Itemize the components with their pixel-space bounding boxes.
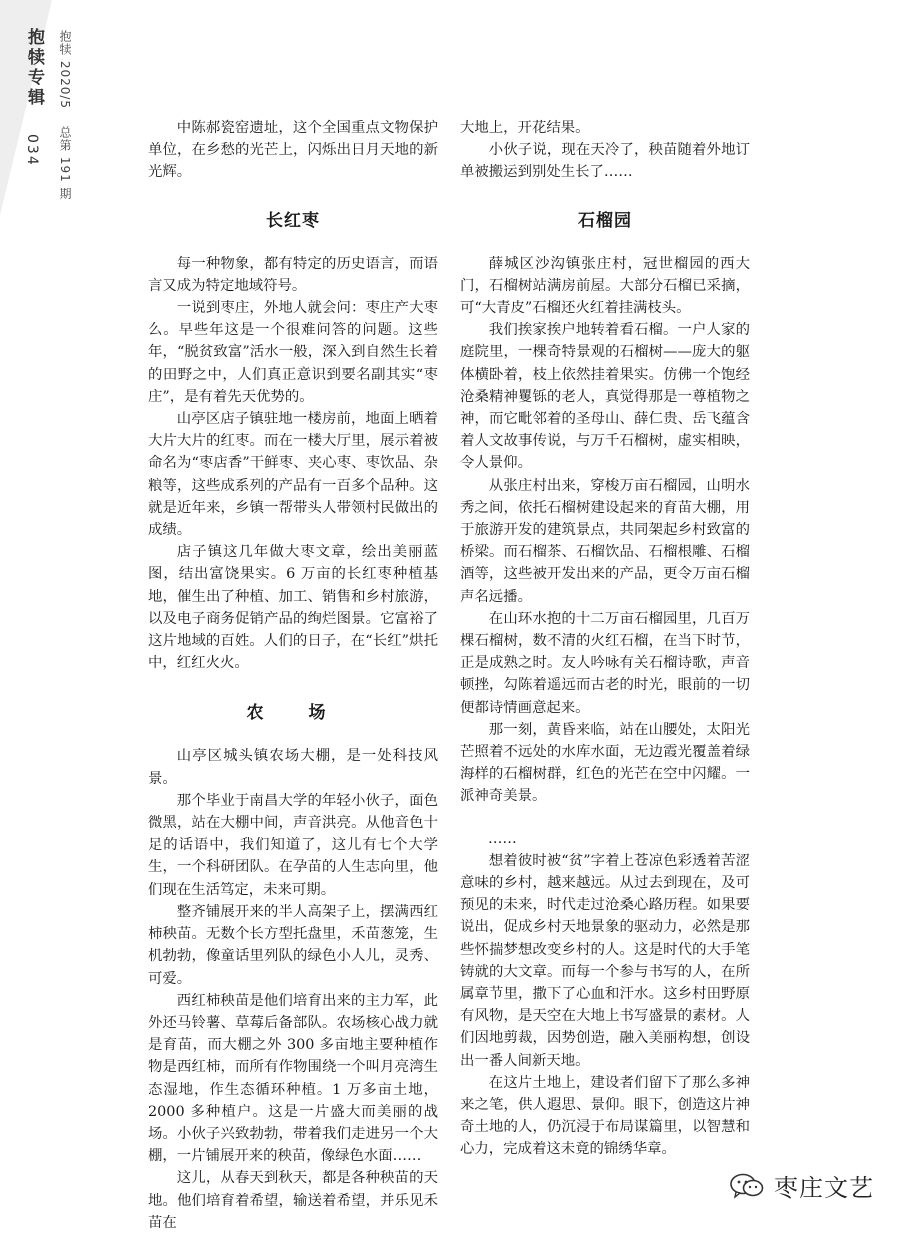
issue-total: 总第 191 期: [58, 125, 72, 201]
section-label: 抱犊专辑: [24, 28, 44, 108]
left-column: [148, 117, 438, 1234]
paragraph: 山亭区城头镇农场大棚，是一处科技风景。: [148, 748, 438, 787]
watermark: [730, 1168, 874, 1203]
paragraph: 在这片土地上，建设者们留下了那么多神来之笔，供人遐思、景仰。眼下，创造这片神奇土地的人，仍沉浸于布局谋篇里，以智慧和心力，完成着这未竟的锦绣华章。: [460, 1074, 750, 1158]
paragraph: 整齐铺展开来的半人高架子上，摆满西红柿秧苗。无数个长方型托盘里，禾苗葱笼，生机勃勃，像童话里列队的绿色小人儿，灵秀、可爱。: [148, 903, 438, 987]
paragraph: 想着彼时被“贫”字着上苍凉色彩透着苦涩意味的乡村，越来越远。从过去到现在，及可预见的未来，时代走过沧桑心路历程。如果要说出，促成乡村天地景象的驱动力，必然是那些怀揣梦想改变乡村的人。这是时代的大手笔铸就的大文章。而每一个参与书写的人，在所属章节里，撒下了心血和汗水。这乡村田野原有风物，是天空在大地上书写盛景的素材。人们因地剪裁，因势创造，融入美丽构想，创设出一番人间新天地。: [460, 852, 750, 1069]
paragraph: 小伙子说，现在天冷了，秧苗随着外地订单被搬运到别处生长了……: [460, 142, 750, 181]
section-title-farm: 农 场: [246, 703, 340, 724]
issue-info: [52, 30, 74, 212]
paragraph: 我们挨家挨户地转着看石榴。一户人家的庭院里，一棵奇特景观的石榴树——庞大的躯体横卧着，枝上依然挂着果实。仿佛一个饱经沧桑精神矍铄的老人，真觉得那是一尊植物之神，而它毗邻着的圣母山、薛仁贵、岳飞蕴含着人文故事传说，与万千石榴树，虚实相映，令人景仰。: [460, 322, 750, 472]
paragraph: 那个毕业于南昌大学的年轻小伙子，面色微黑，站在大棚中间，声音洪亮。从他音色十足的话语中，我们知道了，这儿有七个大学生，一个科研团队。在孕苗的人生志向里，他们现在生活笃定，未来可期。: [148, 792, 438, 898]
paragraph: 每一种物象，都有特定的历史语言，而语言又成为特定地域符号。: [148, 255, 438, 294]
paragraph: 西红柿秧苗是他们培育出来的主力军，此外还马铃薯、草莓后备部队。农场核心战力就是育苗，而大棚之外 300 多亩地主要种植作物是西红柿，而所有作物围绕一个叫月亮湾生态湿地，作生态循环种植。1 万多亩土地，2000 多种植户。这是一片盛大而美丽的战场。小伙子兴致勃勃，带着我们走进另一个大棚，一片铺展开来的秧苗，像绿色水面……: [148, 992, 438, 1165]
watermark-text: 枣庄文艺: [774, 1174, 874, 1202]
intro-paragraph: 中陈郝瓷窑遗址，这个全国重点文物保护单位，在乡愁的光芒上，闪烁出日月天地的新光辉。: [148, 120, 438, 181]
paragraph: 从张庄村出来，穿梭万亩石榴园，山明水秀之间，依托石榴树建设起来的育苗大棚，用于旅游开发的建筑景点，共同架起乡村致富的桥梁。而石榴茶、石榴饮品、石榴根雕、石榴酒等，这些被开发出来的产品，更令万亩石榴声名远播。: [460, 477, 750, 605]
paragraph: 在山环水抱的十二万亩石榴园里，几百万棵石榴树，数不清的火红石榴，在当下时节，正是成熟之时。友人吟咏有关石榴诗歌，声音顿挫，勾陈着遥远而古老的时光，眼前的一切便都诗情画意起来。: [460, 610, 750, 716]
paragraph: 那一刻，黄昏来临，站在山腰处，太阳光芒照着不远处的水库水面，无边霞光覆盖着绿海样的石榴树群，红色的光芒在空中闪耀。一派神奇美景。: [460, 721, 750, 805]
section-break-ellipsis: ……: [488, 830, 517, 847]
paragraph: 店子镇这几年做大枣文章，绘出美丽蓝图，结出富饶果实。6 万亩的长红枣种植基地，催生出了种植、加工、销售和乡村旅游，以及电子商务促销产品的绚烂图景。它富裕了这片地域的百姓。人们的日子，在“长红”烘托中，红红火火。: [148, 544, 438, 672]
right-column: [460, 117, 750, 1161]
paragraph: 薛城区沙沟镇张庄村，冠世榴园的西大门，石榴树站满房前屋。大部分石榴已采摘，可“大青皮”石榴还火红着挂满枝头。: [460, 255, 750, 317]
paragraph: 一说到枣庄，外地人就会问：枣庄产大枣么。早些年这是一个很难问答的问题。这些年，“脱贫致富”活水一般，深入到自然生长着的田野之中，人们真正意识到要名副其实“枣庄”，是有着先天优势的。: [148, 300, 438, 405]
paragraph: 这儿，从春天到秋天，都是各种秧苗的天地。他们培育着希望，输送着希望，并乐见禾苗在: [148, 1170, 438, 1231]
section-title-hongzao: 长红枣: [266, 210, 320, 231]
sidebar: [12, 22, 52, 232]
wechat-icon: [730, 1173, 764, 1199]
page-number: 034: [24, 134, 40, 167]
continued-paragraph: 大地上，开花结果。: [460, 120, 590, 136]
issue-date: 抱犊 2020/5: [58, 30, 72, 110]
paragraph: 山亭区店子镇驻地一楼房前，地面上晒着大片大片的红枣。而在一楼大厅里，展示着被命名为“枣店香”干鲜枣、夹心枣、枣饮品、杂粮等，这些成系列的产品有一百多个品种。这就是近年来，乡镇一帮带头人带领村民做出的成绩。: [148, 411, 438, 539]
section-title-pomegranate: 石榴园: [578, 210, 632, 231]
